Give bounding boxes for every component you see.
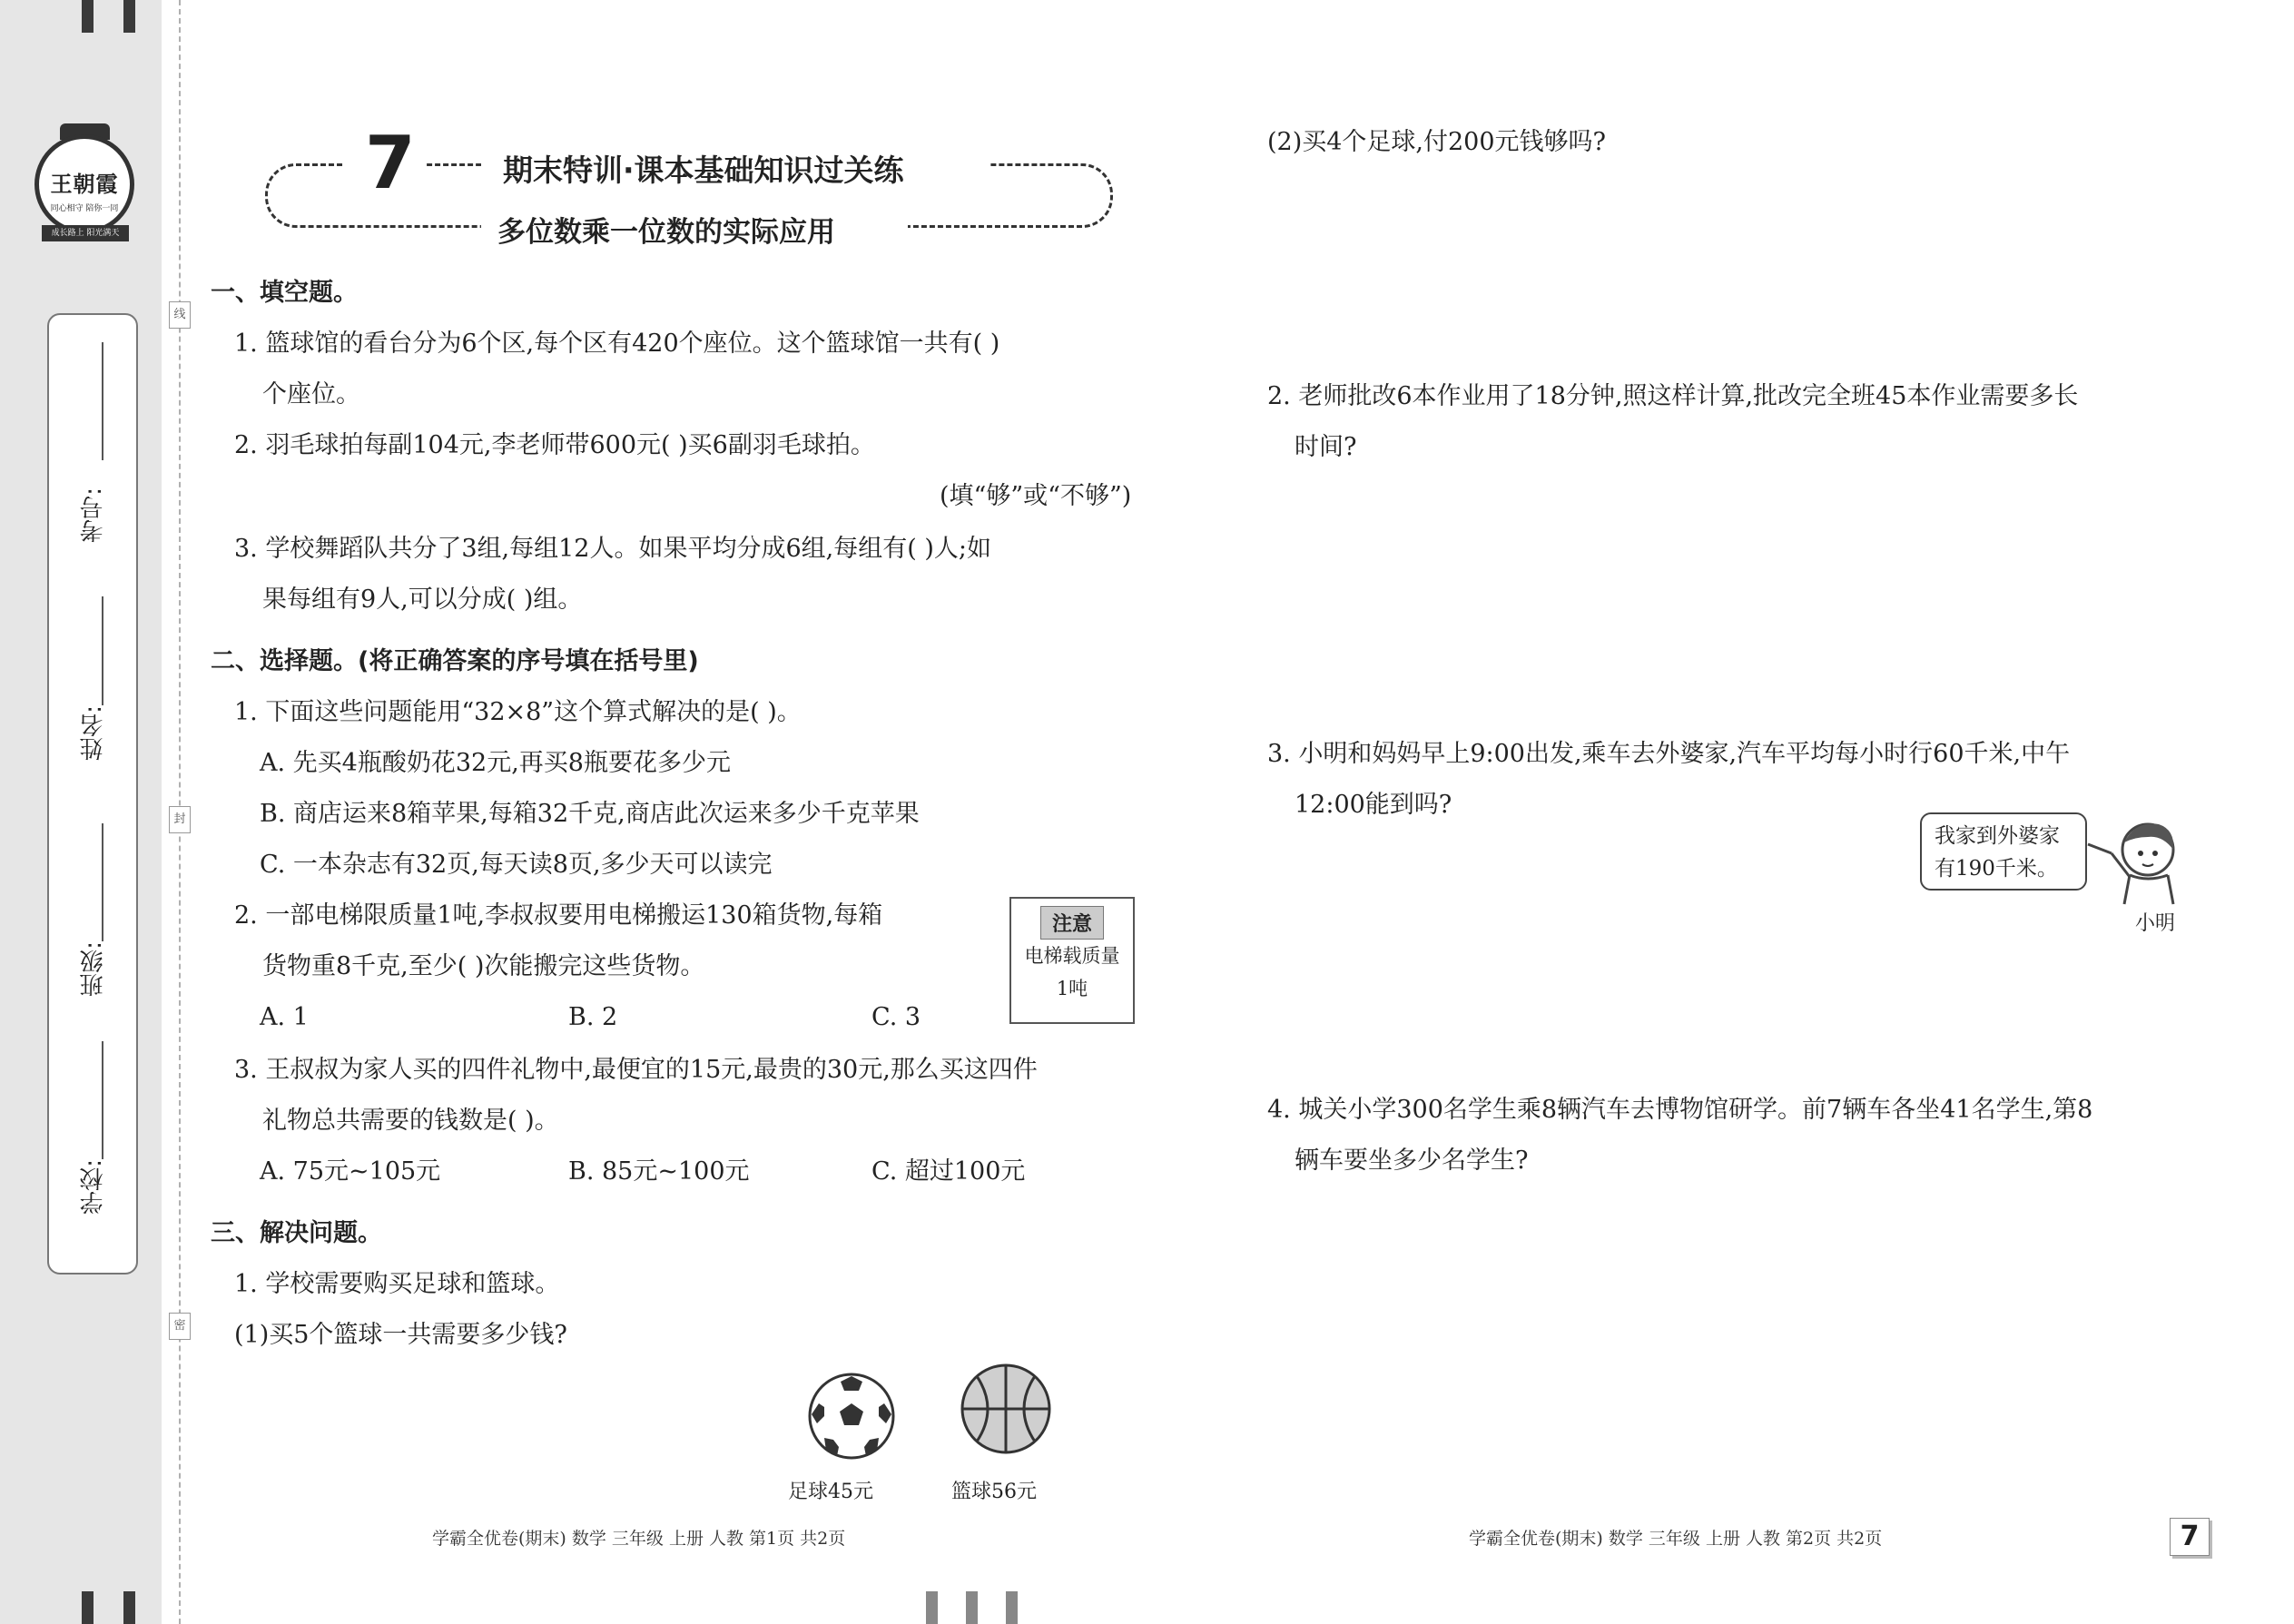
- question-text: 2. 老师批改6本作业用了18分钟,照这样计算,批改完全班45本作业需要多长: [1267, 382, 2079, 410]
- field-label-school: 学校:: [80, 1159, 107, 1215]
- fold-mark: 封: [169, 806, 191, 833]
- basketball-price: 篮球56元: [951, 1481, 1037, 1503]
- question-text: (2)买4个足球,付200元钱够吗?: [1267, 128, 1607, 156]
- choice-option: A. 75元~105元: [260, 1157, 441, 1186]
- footer-right: 学霸全优卷(期末) 数学 三年级 上册 人教 第2页 共2页: [1469, 1529, 1883, 1549]
- note-text: 1吨: [1056, 978, 1088, 999]
- field-label-name: 姓名:: [80, 705, 107, 761]
- choice-option: C. 超过100元: [871, 1157, 1026, 1186]
- question-text: (1)买5个篮球一共需要多少钱?: [234, 1321, 567, 1349]
- registration-mark: [926, 1591, 938, 1624]
- choice-option: A. 1: [260, 1003, 309, 1031]
- note-text: 电梯载质量: [1024, 945, 1120, 967]
- section-heading-problem-solving: 三、解决问题。: [211, 1219, 382, 1247]
- footer-left: 学霸全优卷(期末) 数学 三年级 上册 人教 第1页 共2页: [432, 1529, 846, 1549]
- registration-mark: [82, 0, 94, 33]
- section-heading-multiple-choice: 二、选择题。(将正确答案的序号填在括号里): [211, 647, 699, 675]
- choice-option: B. 商店运来8箱苹果,每箱32千克,商店此次运来多少千克苹果: [260, 800, 920, 828]
- speech-bubble: [1920, 812, 2087, 891]
- choice-option: A. 先买4瓶酸奶花32元,再买8瓶要花多少元: [260, 749, 731, 777]
- question-text: 果每组有9人,可以分成( )组。: [262, 586, 583, 614]
- boy-character-icon: [2084, 817, 2193, 908]
- page-title: 期末特训·课本基础知识过关练: [503, 153, 904, 188]
- lesson-number: 7: [365, 121, 416, 205]
- bubble-text: 有190千米。: [1935, 857, 2058, 881]
- logo-tagline: 同心相守 陪你一同: [50, 204, 119, 213]
- question-text: 时间?: [1295, 433, 1357, 461]
- football-price: 足球45元: [788, 1481, 873, 1503]
- publisher-logo: [34, 134, 134, 234]
- question-text: 礼物总共需要的钱数是( )。: [262, 1107, 559, 1135]
- bubble-text: 我家到外婆家: [1935, 824, 2060, 848]
- field-label-exam-number: 考号:: [80, 487, 107, 543]
- choice-option: B. 85元~100元: [568, 1157, 750, 1186]
- choice-option: C. 3: [871, 1003, 921, 1031]
- question-text: 3. 学校舞蹈队共分了3组,每组12人。如果平均分成6组,每组有( )人;如: [234, 535, 991, 563]
- question-text: 2. 羽毛球拍每副104元,李老师带600元( )买6副羽毛球拍。: [234, 431, 875, 459]
- logo-ribbon: 成长路上 阳光满天: [42, 225, 129, 241]
- question-text: 3. 王叔叔为家人买的四件礼物中,最便宜的15元,最贵的30元,那么买这四件: [234, 1056, 1038, 1084]
- question-text: 4. 城关小学300名学生乘8辆汽车去博物馆研学。前7辆车各坐41名学生,第8: [1267, 1096, 2093, 1124]
- note-title: 注意: [1040, 906, 1104, 940]
- question-text: 个座位。: [262, 380, 360, 408]
- section-heading-fill-blank: 一、填空题。: [211, 279, 358, 307]
- registration-mark: [1006, 1591, 1018, 1624]
- question-text: 辆车要坐多少名学生?: [1295, 1147, 1529, 1175]
- page-subtitle: 多位数乘一位数的实际应用: [497, 216, 835, 249]
- character-name: 小明: [2135, 912, 2176, 935]
- question-hint: (填“够”或“不够”): [940, 482, 1132, 510]
- choice-option: B. 2: [568, 1003, 618, 1031]
- question-text: 12:00能到吗?: [1295, 791, 1452, 819]
- question-text: 1. 篮球馆的看台分为6个区,每个区有420个座位。这个篮球馆一共有( ): [234, 330, 1000, 358]
- question-text: 3. 小明和妈妈早上9:00出发,乘车去外婆家,汽车平均每小时行60千米,中午: [1267, 740, 2071, 768]
- fold-mark: 密: [169, 1313, 191, 1340]
- question-text: 2. 一部电梯限质量1吨,李叔叔要用电梯搬运130箱货物,每箱: [234, 901, 883, 930]
- question-text: 货物重8千克,至少( )次能搬完这些货物。: [262, 952, 705, 980]
- registration-mark: [123, 1591, 135, 1624]
- field-label-class: 班级:: [80, 941, 107, 997]
- logo-text: 王朝霞: [50, 171, 119, 197]
- note-box: [1009, 897, 1135, 1024]
- question-text: 1. 学校需要购买足球和篮球。: [234, 1270, 560, 1298]
- registration-mark: [82, 1591, 94, 1624]
- registration-mark: [966, 1591, 978, 1624]
- student-info-box: [47, 313, 138, 1275]
- basketball-icon: [959, 1362, 1053, 1456]
- page-number: 7: [2170, 1518, 2210, 1556]
- choice-option: C. 一本杂志有32页,每天读8页,多少天可以读完: [260, 851, 773, 879]
- fold-mark: 线: [169, 301, 191, 329]
- football-icon: [806, 1371, 897, 1462]
- registration-mark: [123, 0, 135, 33]
- question-text: 1. 下面这些问题能用“32×8”这个算式解决的是( )。: [234, 698, 802, 726]
